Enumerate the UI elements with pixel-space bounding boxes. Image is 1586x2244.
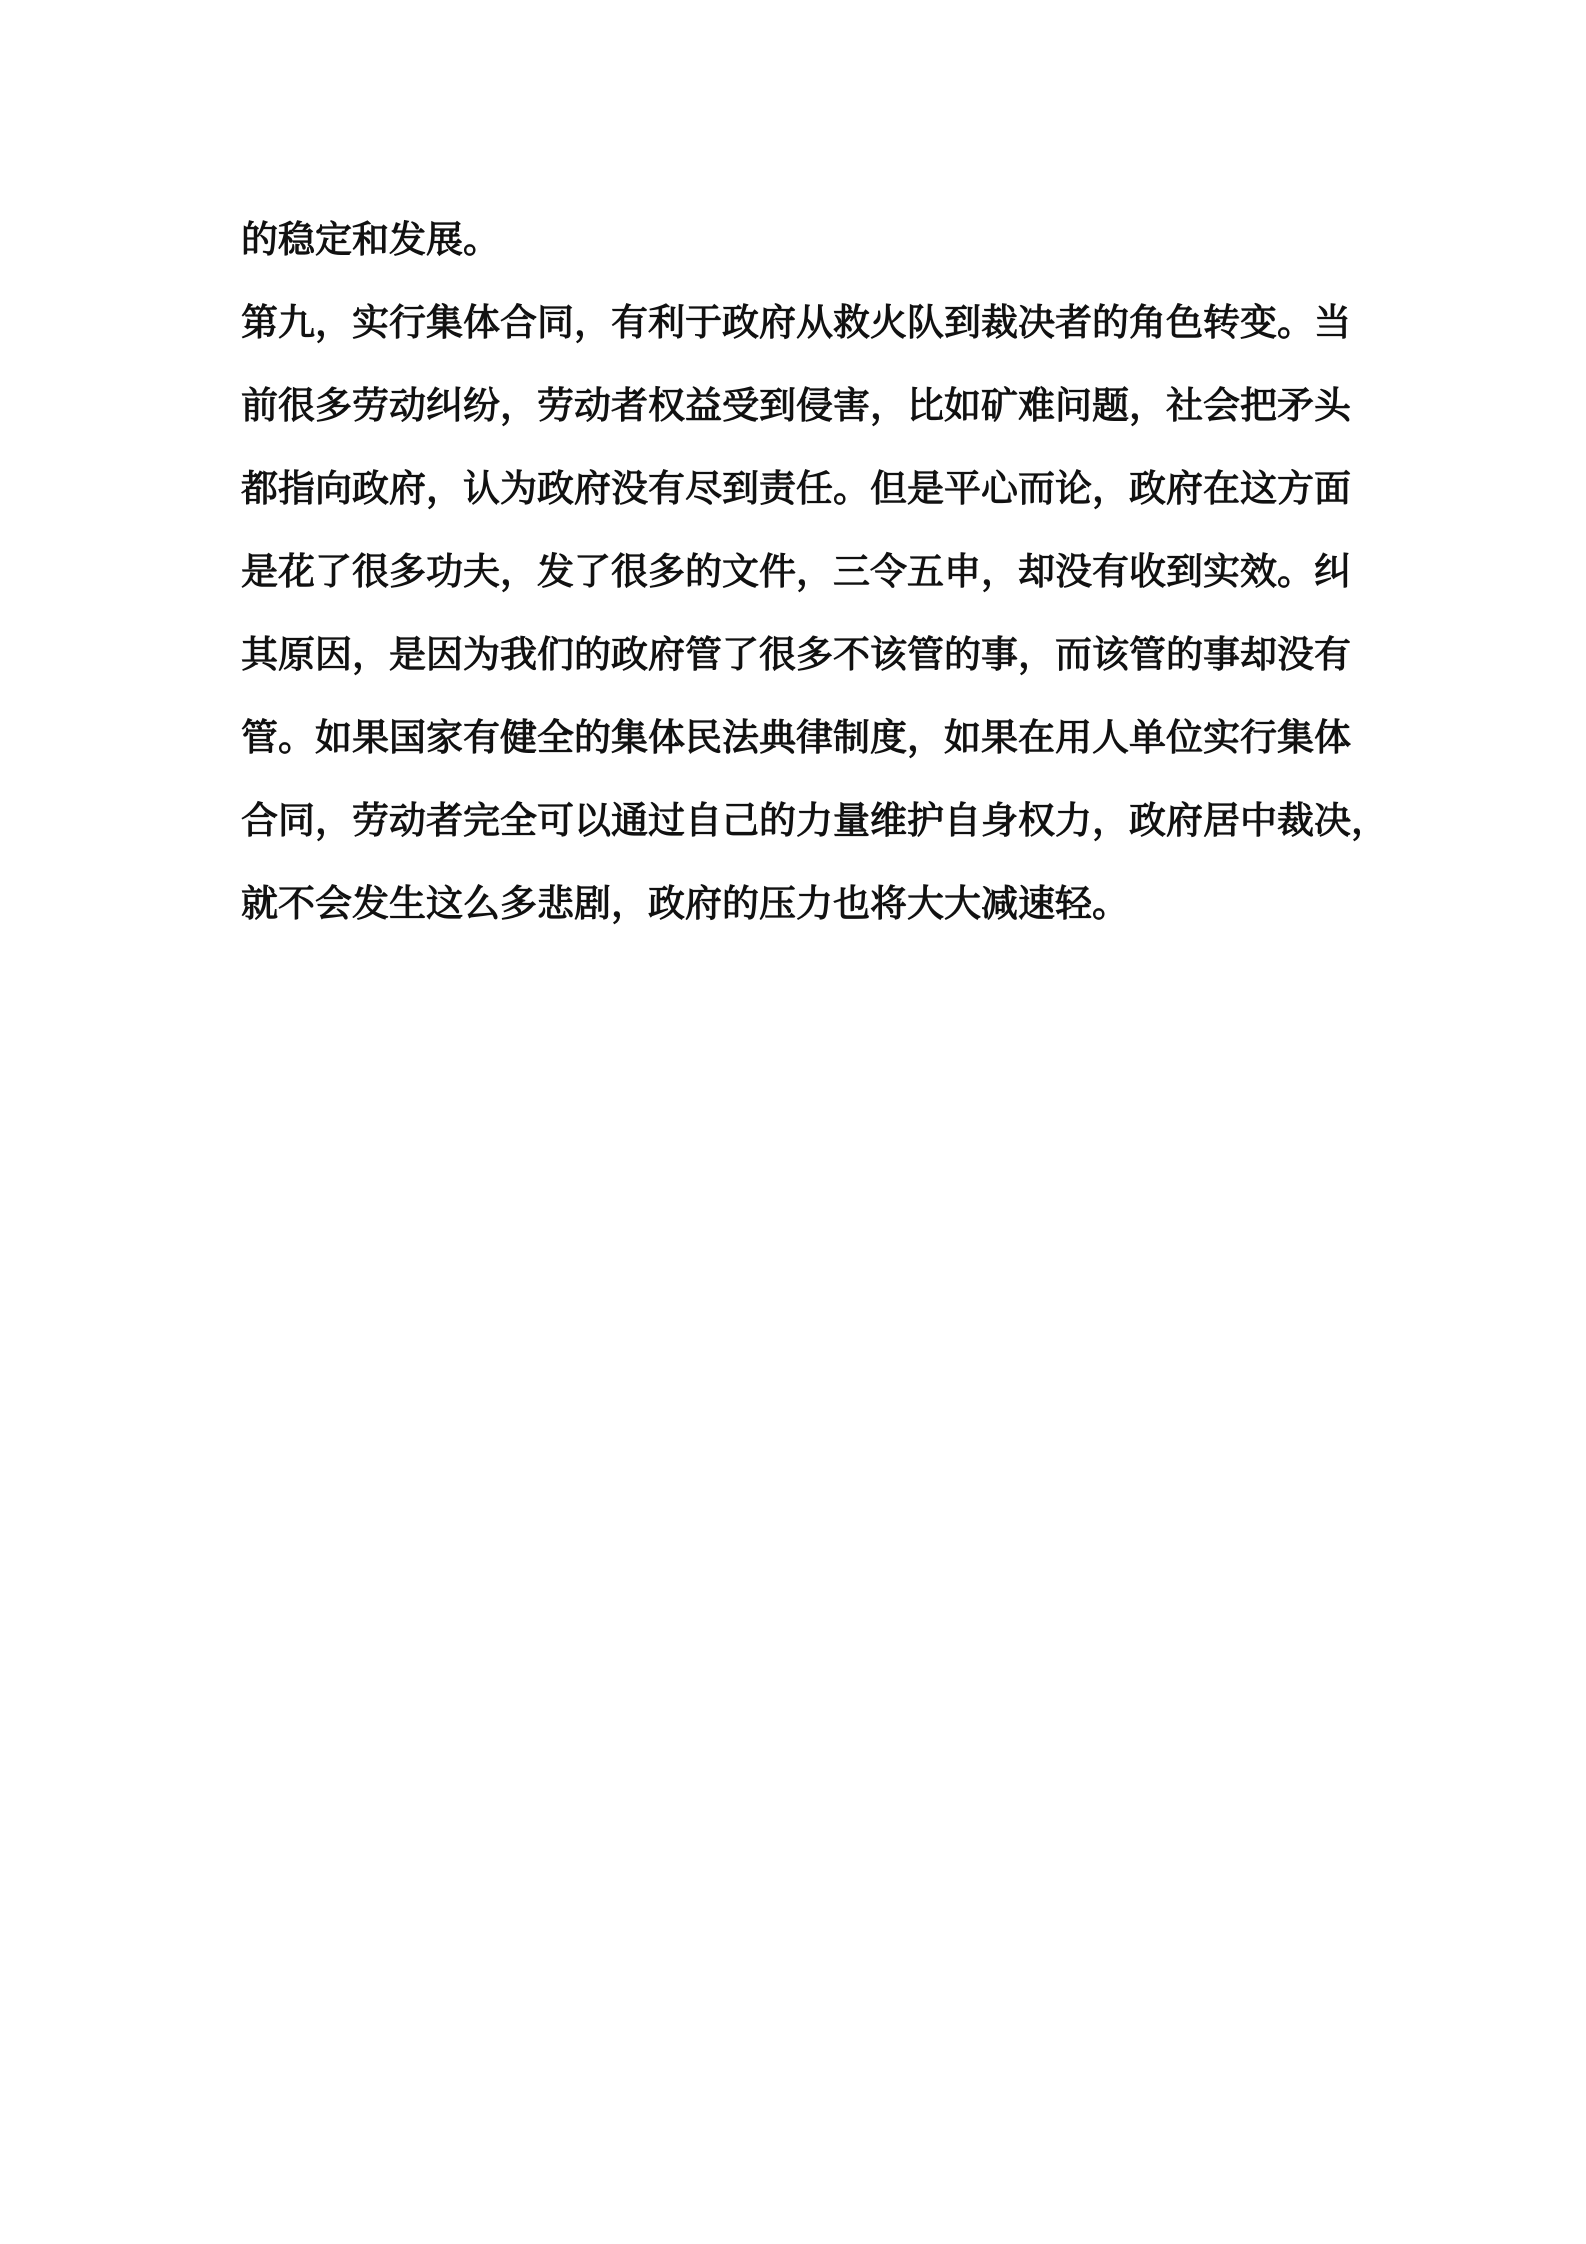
text-line: 的稳定和发展。: [241, 218, 500, 261]
body-text: [241, 198, 1388, 945]
text-line: 合同，劳动者完全可以通过自己的力量维护自身权力，政府居中裁决，: [241, 799, 1388, 842]
text-line: 是花了很多功夫，发了很多的文件，三令五申，却没有收到实效。纠: [241, 550, 1351, 593]
text-line: 都指向政府，认为政府没有尽到责任。但是平心而论，政府在这方面: [241, 467, 1351, 510]
text-line: 其原因，是因为我们的政府管了很多不该管的事，而该管的事却没有: [241, 633, 1351, 676]
text-line: 第九，实行集体合同，有利于政府从救火队到裁决者的角色转变。当: [241, 301, 1351, 344]
text-line: 就不会发生这么多悲剧，政府的压力也将大大减速轻。: [241, 882, 1129, 925]
text-line: 前很多劳动纠纷，劳动者权益受到侵害，比如矿难问题，社会把矛头: [241, 384, 1351, 427]
text-line: 管。如果国家有健全的集体民法典律制度，如果在用人单位实行集体: [241, 716, 1351, 759]
